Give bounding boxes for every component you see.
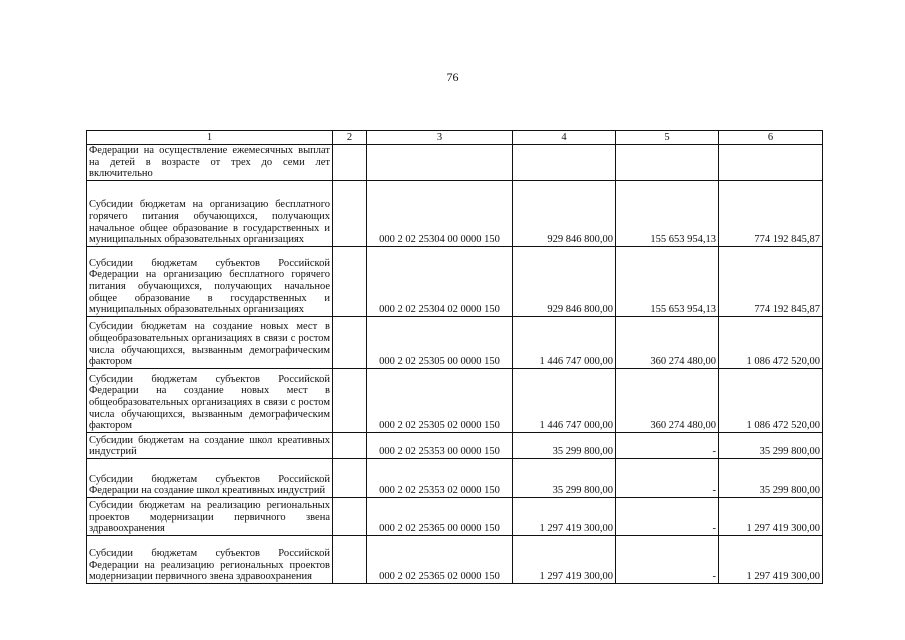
column-header-5: 5 bbox=[616, 131, 719, 145]
table-row bbox=[87, 432, 823, 458]
row-value-col5: 360 274 480,00 bbox=[616, 316, 719, 368]
row-value-col5: 360 274 480,00 bbox=[616, 368, 719, 432]
row-value-col4 bbox=[513, 145, 616, 181]
table-header-row bbox=[87, 131, 823, 145]
row-column-2 bbox=[333, 458, 367, 497]
column-header-1: 1 bbox=[87, 131, 333, 145]
row-description: Субсидии бюджетам субъектов Российской Федерации на создание новых мест в общеобразовательных организациях в связи с ростом числа обучающихся, вызванным демографическим фактором bbox=[87, 368, 333, 432]
row-description: Субсидии бюджетам субъектов Российской Федерации на реализацию региональных проектов модернизации первичного звена здравоохранения bbox=[87, 535, 333, 583]
table-row bbox=[87, 145, 823, 181]
row-description: Субсидии бюджетам на создание школ креативных индустрий bbox=[87, 432, 333, 458]
row-value-col5 bbox=[616, 145, 719, 181]
row-budget-code: 000 2 02 25353 02 0000 150 bbox=[367, 458, 513, 497]
row-description: Субсидии бюджетам на реализацию региональных проектов модернизации первичного звена здравоохранения bbox=[87, 497, 333, 535]
row-value-col4: 35 299 800,00 bbox=[513, 458, 616, 497]
row-budget-code: 000 2 02 25365 00 0000 150 bbox=[367, 497, 513, 535]
row-budget-code: 000 2 02 25304 00 0000 150 bbox=[367, 180, 513, 246]
row-column-2 bbox=[333, 316, 367, 368]
row-value-col5: - bbox=[616, 535, 719, 583]
row-value-col6 bbox=[719, 145, 823, 181]
row-value-col4: 1 297 419 300,00 bbox=[513, 497, 616, 535]
row-value-col6: 1 297 419 300,00 bbox=[719, 535, 823, 583]
table-body bbox=[87, 131, 823, 584]
budget-table bbox=[86, 130, 823, 584]
row-value-col5: - bbox=[616, 432, 719, 458]
row-value-col5: 155 653 954,13 bbox=[616, 180, 719, 246]
row-description: Субсидии бюджетам субъектов Российской Федерации на создание школ креативных индустрий bbox=[87, 458, 333, 497]
row-value-col4: 929 846 800,00 bbox=[513, 246, 616, 316]
column-header-3: 3 bbox=[367, 131, 513, 145]
table-row bbox=[87, 246, 823, 316]
row-value-col4: 1 297 419 300,00 bbox=[513, 535, 616, 583]
row-budget-code: 000 2 02 25353 00 0000 150 bbox=[367, 432, 513, 458]
row-column-2 bbox=[333, 432, 367, 458]
row-budget-code: 000 2 02 25365 02 0000 150 bbox=[367, 535, 513, 583]
row-description: Субсидии бюджетам на организацию бесплатного горячего питания обучающихся, получающих начальное общее образование в государственных и муниципальных образовательных организациях bbox=[87, 180, 333, 246]
row-value-col4: 1 446 747 000,00 bbox=[513, 368, 616, 432]
row-value-col6: 774 192 845,87 bbox=[719, 246, 823, 316]
row-column-2 bbox=[333, 180, 367, 246]
row-column-2 bbox=[333, 497, 367, 535]
row-column-2 bbox=[333, 535, 367, 583]
table-row bbox=[87, 180, 823, 246]
row-column-2 bbox=[333, 145, 367, 181]
column-header-4: 4 bbox=[513, 131, 616, 145]
row-value-col5: 155 653 954,13 bbox=[616, 246, 719, 316]
row-value-col6: 1 086 472 520,00 bbox=[719, 316, 823, 368]
table-row bbox=[87, 497, 823, 535]
row-budget-code: 000 2 02 25305 02 0000 150 bbox=[367, 368, 513, 432]
row-column-2 bbox=[333, 368, 367, 432]
row-value-col6: 35 299 800,00 bbox=[719, 458, 823, 497]
row-value-col5: - bbox=[616, 497, 719, 535]
table-row bbox=[87, 316, 823, 368]
column-header-2: 2 bbox=[333, 131, 367, 145]
row-budget-code: 000 2 02 25304 02 0000 150 bbox=[367, 246, 513, 316]
row-value-col6: 35 299 800,00 bbox=[719, 432, 823, 458]
row-budget-code bbox=[367, 145, 513, 181]
row-value-col4: 929 846 800,00 bbox=[513, 180, 616, 246]
table-row bbox=[87, 535, 823, 583]
row-value-col6: 1 297 419 300,00 bbox=[719, 497, 823, 535]
row-value-col6: 774 192 845,87 bbox=[719, 180, 823, 246]
row-value-col4: 35 299 800,00 bbox=[513, 432, 616, 458]
row-description: Федерации на осуществление ежемесячных выплат на детей в возрасте от трех до семи лет включительно bbox=[87, 145, 333, 181]
row-budget-code: 000 2 02 25305 00 0000 150 bbox=[367, 316, 513, 368]
page-number: 76 bbox=[446, 70, 459, 84]
table-row bbox=[87, 458, 823, 497]
table-row bbox=[87, 368, 823, 432]
row-description: Субсидии бюджетам на создание новых мест в общеобразовательных организациях в связи с ростом числа обучающихся, вызванным демографическим фактором bbox=[87, 316, 333, 368]
column-header-6: 6 bbox=[719, 131, 823, 145]
row-value-col6: 1 086 472 520,00 bbox=[719, 368, 823, 432]
row-description: Субсидии бюджетам субъектов Российской Федерации на организацию бесплатного горячего питания обучающихся, получающих начальное общее образование в государственных и муниципальных образовательных организациях bbox=[87, 246, 333, 316]
row-value-col5: - bbox=[616, 458, 719, 497]
row-column-2 bbox=[333, 246, 367, 316]
row-value-col4: 1 446 747 000,00 bbox=[513, 316, 616, 368]
